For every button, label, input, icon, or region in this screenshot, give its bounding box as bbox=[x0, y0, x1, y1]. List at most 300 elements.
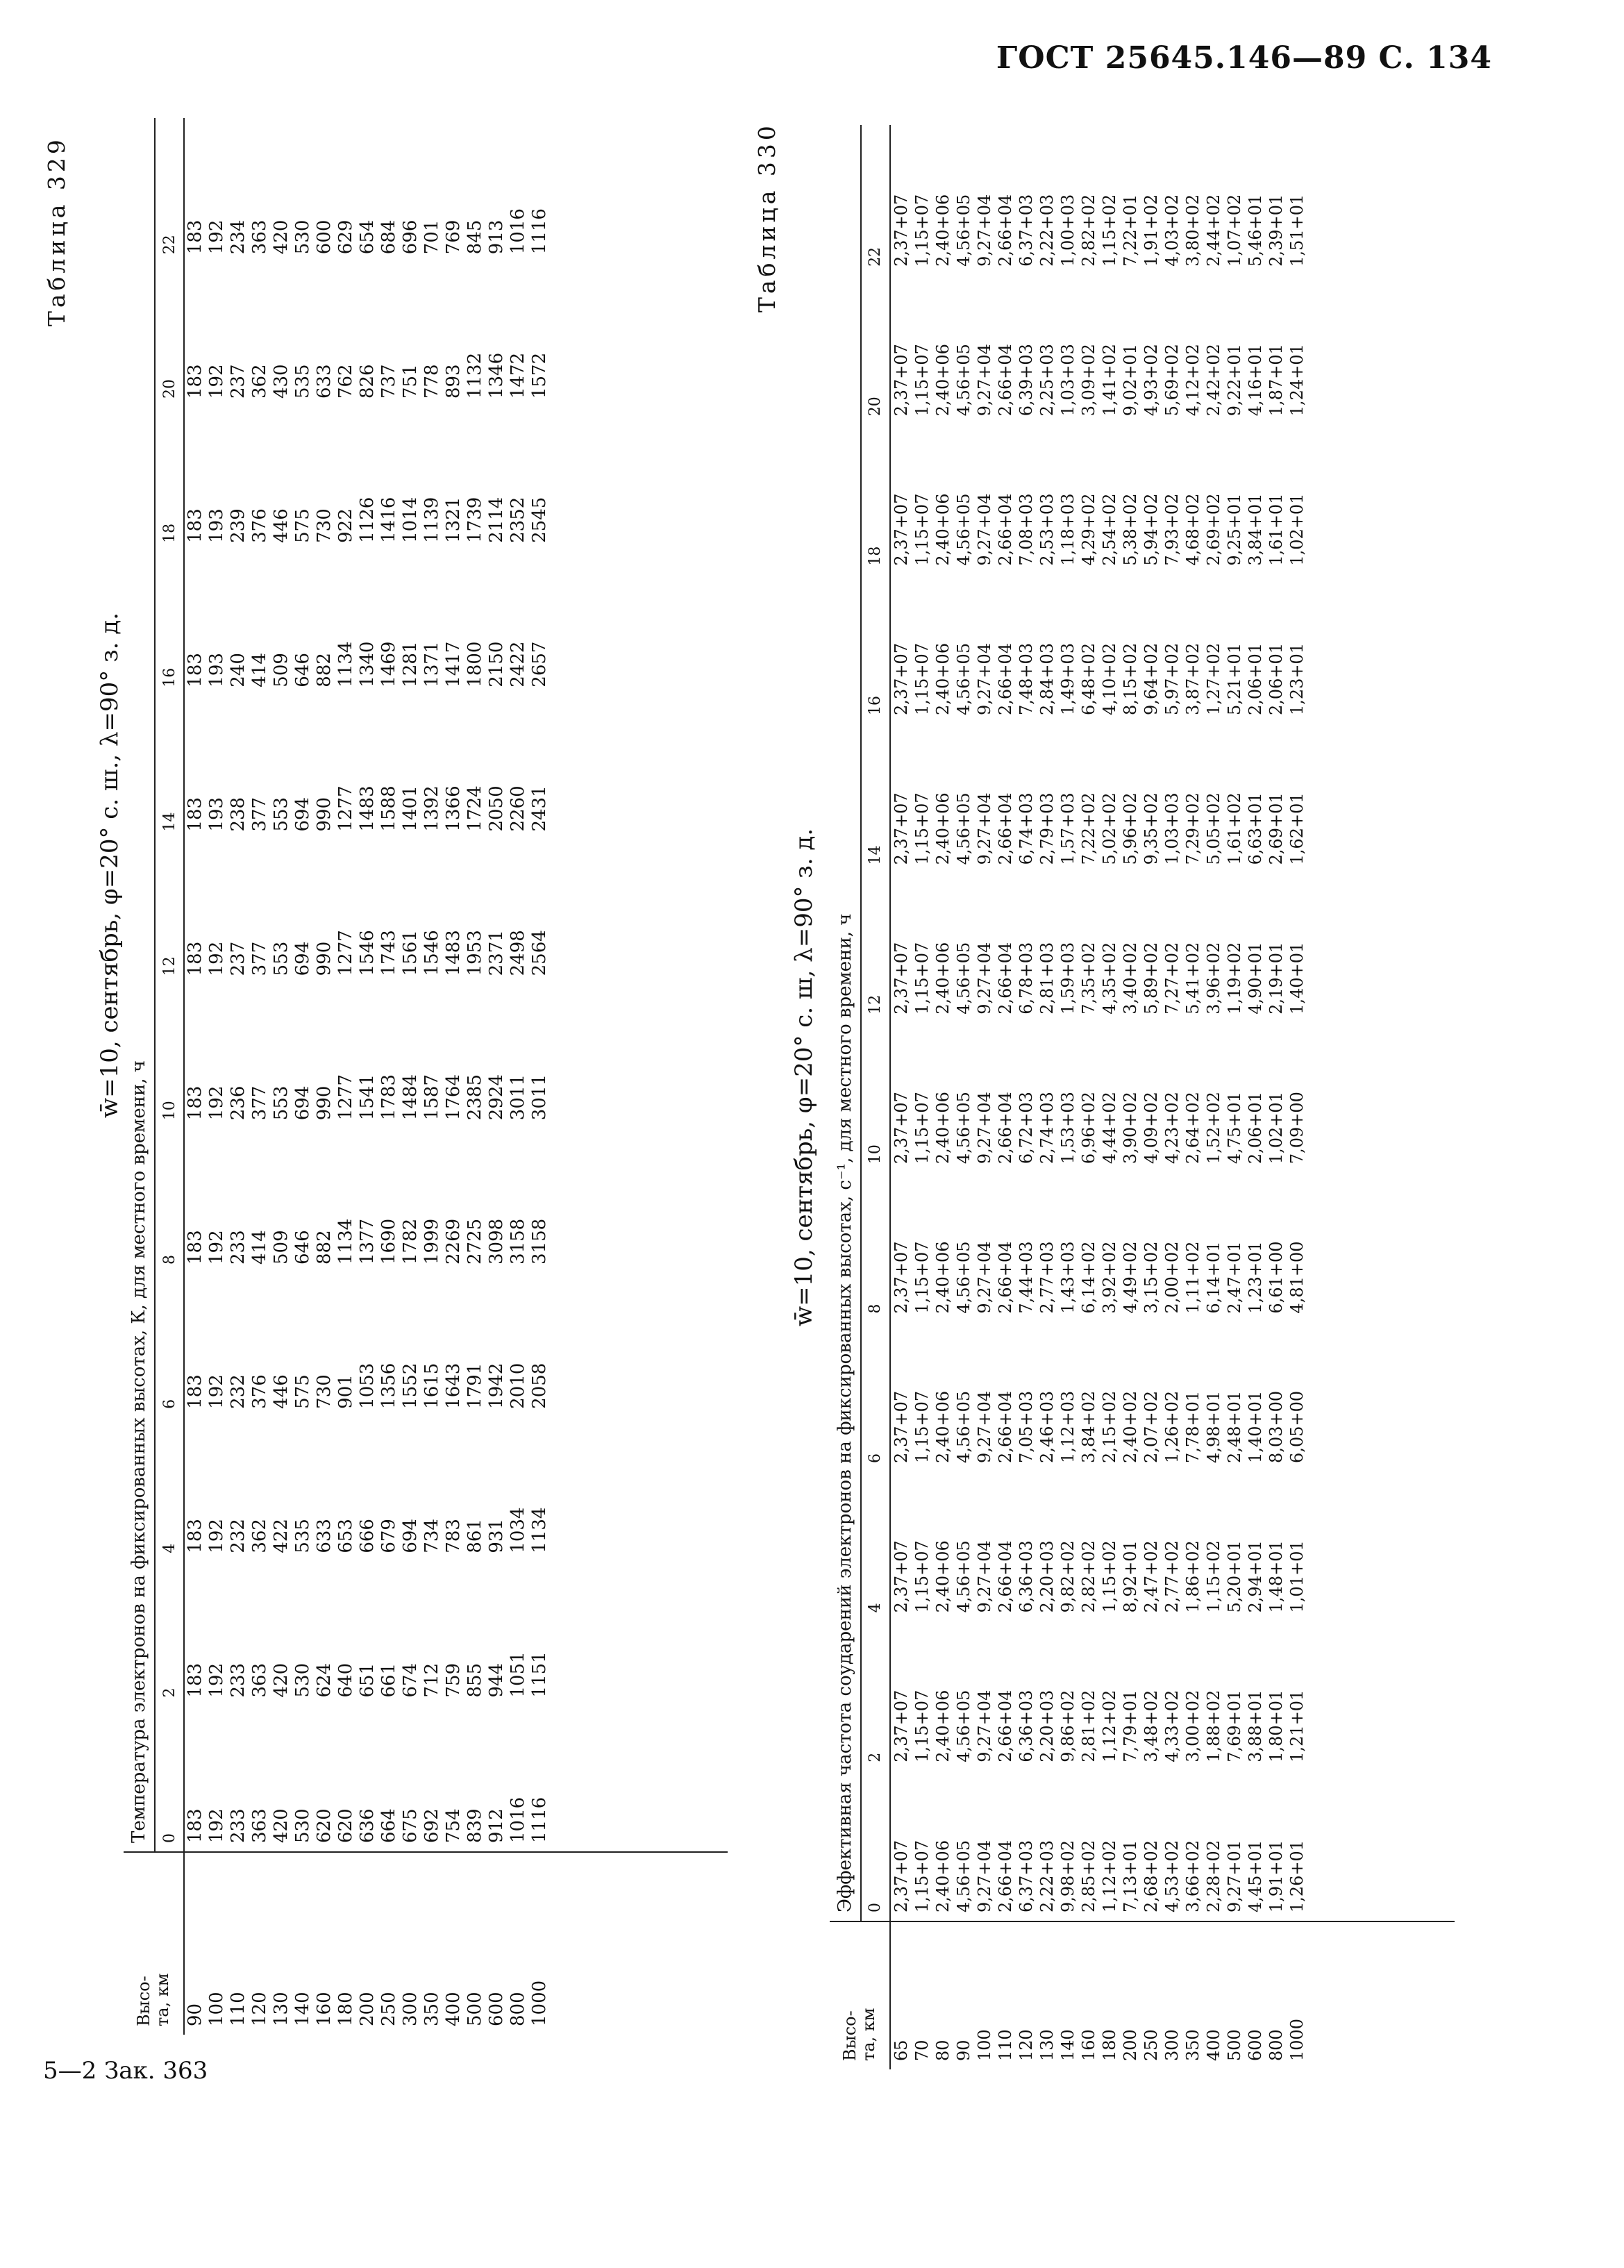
table-cell: 1053 bbox=[357, 1362, 378, 1409]
table-cell: 2,37+07 bbox=[891, 1241, 911, 1314]
table-cell: 2,66+04 bbox=[996, 1241, 1015, 1314]
table-cell: 4,16+01 bbox=[1246, 344, 1265, 417]
table-cell: 553 bbox=[271, 797, 292, 832]
table-cell: 183 bbox=[185, 653, 206, 687]
table-cell: 4,56+05 bbox=[954, 493, 973, 566]
height-value: 500 bbox=[1225, 2029, 1244, 2061]
table-cell: 1,59+03 bbox=[1058, 942, 1078, 1015]
table-cell: 3,84+02 bbox=[1079, 1390, 1098, 1463]
table-cell: 239 bbox=[228, 508, 249, 543]
table-cell: 2,06+01 bbox=[1246, 1092, 1265, 1165]
height-value: 110 bbox=[228, 1992, 249, 2026]
table-cell: 913 bbox=[486, 219, 507, 255]
table-cell: 2,46+03 bbox=[1037, 1390, 1057, 1463]
table-329-label: Таблица 329 bbox=[43, 136, 70, 326]
table-cell: 4,03+02 bbox=[1162, 194, 1182, 267]
table-cell: 2,69+02 bbox=[1204, 493, 1223, 566]
table-cell: 193 bbox=[206, 653, 227, 687]
table-cell: 2058 bbox=[529, 1362, 550, 1409]
table-cell: 6,37+03 bbox=[1016, 194, 1036, 267]
table-cell: 1401 bbox=[400, 785, 421, 832]
table-cell: 1417 bbox=[443, 641, 464, 687]
table-cell: 1,27+02 bbox=[1204, 642, 1223, 715]
table-cell: 661 bbox=[378, 1662, 399, 1698]
table-cell: 535 bbox=[292, 1519, 313, 1553]
table-cell: 9,27+04 bbox=[975, 1840, 994, 1912]
table-cell: 446 bbox=[271, 508, 292, 543]
table-cell: 4,68+02 bbox=[1183, 493, 1203, 566]
table-cell: 2,77+03 bbox=[1037, 1241, 1057, 1314]
data-column bbox=[184, 118, 728, 262]
table-cell: 193 bbox=[206, 508, 227, 543]
table-cell: 2,81+02 bbox=[1079, 1690, 1098, 1762]
table-cell: 183 bbox=[185, 1662, 206, 1698]
table-cell: 6,72+03 bbox=[1016, 1092, 1036, 1165]
table-cell: 1,03+03 bbox=[1058, 344, 1078, 417]
table-cell: 1,19+02 bbox=[1225, 942, 1244, 1015]
table-cell: 1116 bbox=[529, 208, 550, 255]
table-cell: 1,43+03 bbox=[1058, 1241, 1078, 1314]
table-cell: 1764 bbox=[443, 1074, 464, 1121]
table-cell: 9,27+04 bbox=[975, 792, 994, 865]
height-value: 65 bbox=[891, 2040, 911, 2061]
table-cell: 2545 bbox=[529, 497, 550, 543]
table-cell: 4,90+01 bbox=[1246, 942, 1265, 1015]
table-cell: 1643 bbox=[443, 1362, 464, 1409]
table-cell: 3,00+02 bbox=[1183, 1690, 1203, 1762]
table-cell: 4,56+05 bbox=[954, 194, 973, 267]
table-cell: 2,39+01 bbox=[1266, 194, 1286, 267]
column-header: 2 bbox=[861, 1621, 890, 1770]
table-cell: 1134 bbox=[335, 641, 356, 687]
table-cell: 9,98+02 bbox=[1058, 1840, 1078, 1912]
table-cell: 9,35+02 bbox=[1141, 792, 1161, 865]
table-cell: 6,37+03 bbox=[1016, 1840, 1036, 1912]
table-cell: 192 bbox=[206, 1519, 227, 1553]
height-value: 110 bbox=[996, 2029, 1015, 2061]
table-cell: 2,64+02 bbox=[1183, 1092, 1203, 1165]
table-cell: 2150 bbox=[486, 641, 507, 687]
table-cell: 1739 bbox=[464, 497, 485, 543]
table-cell: 575 bbox=[292, 1374, 313, 1409]
table-cell: 694 bbox=[292, 1085, 313, 1121]
table-cell: 1,23+01 bbox=[1287, 642, 1307, 715]
table-cell: 2498 bbox=[508, 930, 528, 976]
table-cell: 422 bbox=[271, 1519, 292, 1553]
table-cell: 420 bbox=[271, 219, 292, 255]
table-cell: 183 bbox=[185, 1808, 206, 1843]
table-cell: 7,05+03 bbox=[1016, 1390, 1036, 1463]
table-cell: 9,27+04 bbox=[975, 1540, 994, 1613]
table-cell: 3,40+02 bbox=[1121, 942, 1140, 1015]
table-cell: 1051 bbox=[508, 1651, 528, 1698]
table-cell: 2,40+02 bbox=[1121, 1390, 1140, 1463]
table-cell: 2,74+03 bbox=[1037, 1092, 1057, 1165]
table-cell: 5,05+02 bbox=[1204, 792, 1223, 865]
heights-column bbox=[184, 1852, 728, 2035]
table-cell: 3,09+02 bbox=[1079, 344, 1098, 417]
table-cell: 701 bbox=[421, 219, 442, 255]
table-cell: 922 bbox=[335, 508, 356, 543]
table-cell: 778 bbox=[421, 364, 442, 399]
height-value: 350 bbox=[421, 1992, 442, 2026]
table-cell: 1782 bbox=[400, 1218, 421, 1265]
table-cell: 6,14+01 bbox=[1204, 1241, 1223, 1314]
table-cell: 3,48+02 bbox=[1141, 1690, 1161, 1762]
table-cell: 9,82+02 bbox=[1058, 1540, 1078, 1613]
height-header: Высо- та, км bbox=[830, 1921, 890, 2069]
height-value: 400 bbox=[1204, 2029, 1223, 2061]
table-cell: 1277 bbox=[335, 930, 356, 976]
table-cell: 1034 bbox=[508, 1507, 528, 1553]
table-cell: 1,15+07 bbox=[912, 942, 932, 1015]
table-cell: 1116 bbox=[529, 1796, 550, 1843]
table-cell: 2,40+06 bbox=[933, 1241, 953, 1314]
table-cell: 694 bbox=[292, 797, 313, 832]
table-cell: 6,61+00 bbox=[1266, 1241, 1286, 1314]
table-cell: 9,27+04 bbox=[975, 493, 994, 566]
height-value: 600 bbox=[1246, 2029, 1265, 2061]
table-cell: 1321 bbox=[443, 497, 464, 543]
table-cell: 7,79+01 bbox=[1121, 1690, 1140, 1762]
table-cell: 362 bbox=[249, 1519, 270, 1553]
table-cell: 1346 bbox=[486, 352, 507, 399]
height-value: 200 bbox=[1121, 2029, 1140, 2061]
table-cell: 990 bbox=[314, 797, 335, 832]
table-cell: 7,09+00 bbox=[1287, 1092, 1307, 1165]
table-cell: 2,66+04 bbox=[996, 344, 1015, 417]
table-cell: 1472 bbox=[508, 352, 528, 399]
table-cell: 2,40+06 bbox=[933, 642, 953, 715]
column-header: 0 bbox=[861, 1771, 890, 1921]
table-cell: 1800 bbox=[464, 641, 485, 687]
table-cell: 2,07+02 bbox=[1141, 1390, 1161, 1463]
table-cell: 4,53+02 bbox=[1162, 1840, 1182, 1912]
column-header: 8 bbox=[861, 1172, 890, 1321]
table-cell: 7,93+02 bbox=[1162, 493, 1182, 566]
table-cell: 633 bbox=[314, 364, 335, 399]
table-cell: 912 bbox=[486, 1808, 507, 1843]
table-cell: 237 bbox=[228, 364, 249, 399]
table-cell: 1,24+01 bbox=[1287, 344, 1307, 417]
height-value: 180 bbox=[1100, 2029, 1119, 2061]
column-header: 20 bbox=[155, 262, 184, 407]
data-column bbox=[890, 1322, 1455, 1471]
table-cell: 2725 bbox=[464, 1218, 485, 1265]
table-cell: 4,56+05 bbox=[954, 1540, 973, 1613]
table-cell: 1953 bbox=[464, 930, 485, 976]
table-cell: 363 bbox=[249, 1662, 270, 1698]
table-cell: 2564 bbox=[529, 930, 550, 976]
column-header: 22 bbox=[155, 118, 184, 262]
table-cell: 9,27+04 bbox=[975, 194, 994, 267]
table-cell: 2431 bbox=[529, 785, 550, 832]
table-cell: 2,82+02 bbox=[1079, 1540, 1098, 1613]
table-cell: 694 bbox=[400, 1519, 421, 1553]
table-cell: 5,96+02 bbox=[1121, 792, 1140, 865]
table-cell: 183 bbox=[185, 1085, 206, 1121]
height-header: Высо- та, км bbox=[124, 1852, 184, 2035]
table-cell: 2,66+04 bbox=[996, 942, 1015, 1015]
table-cell: 1,91+01 bbox=[1266, 1840, 1286, 1912]
data-column bbox=[184, 407, 728, 551]
table-cell: 7,35+02 bbox=[1079, 942, 1098, 1015]
column-header: 18 bbox=[861, 424, 890, 574]
table-cell: 553 bbox=[271, 941, 292, 976]
column-header: 16 bbox=[861, 574, 890, 724]
table-cell: 861 bbox=[464, 1519, 485, 1553]
table-cell: 4,56+05 bbox=[954, 344, 973, 417]
table-cell: 839 bbox=[464, 1808, 485, 1843]
table-cell: 183 bbox=[185, 508, 206, 543]
table-cell: 2,37+07 bbox=[891, 792, 911, 865]
table-cell: 2,40+06 bbox=[933, 1840, 953, 1912]
table-cell: 3158 bbox=[529, 1218, 550, 1265]
table-cell: 1151 bbox=[529, 1651, 550, 1698]
table-cell: 1541 bbox=[357, 1074, 378, 1121]
table-cell: 1,15+07 bbox=[912, 1540, 932, 1613]
data-column bbox=[890, 724, 1455, 873]
table-cell: 944 bbox=[486, 1662, 507, 1698]
table-cell: 2,42+02 bbox=[1204, 344, 1223, 417]
table-cell: 8,03+00 bbox=[1266, 1390, 1286, 1463]
table-cell: 696 bbox=[400, 219, 421, 255]
table-cell: 376 bbox=[249, 1374, 270, 1409]
table-cell: 1,15+07 bbox=[912, 1840, 932, 1912]
table-cell: 430 bbox=[271, 364, 292, 399]
data-column bbox=[890, 1471, 1455, 1621]
height-value: 120 bbox=[249, 1992, 270, 2026]
table-cell: 1,15+07 bbox=[912, 1690, 932, 1762]
table-cell: 6,36+03 bbox=[1016, 1690, 1036, 1762]
table-cell: 1783 bbox=[378, 1074, 399, 1121]
table-cell: 1,40+01 bbox=[1287, 942, 1307, 1015]
table-cell: 5,20+01 bbox=[1225, 1540, 1244, 1613]
table-cell: 192 bbox=[206, 1808, 227, 1843]
table-cell: 893 bbox=[443, 364, 464, 399]
column-header: 14 bbox=[155, 696, 184, 840]
table-cell: 783 bbox=[443, 1519, 464, 1553]
table-cell: 1,15+02 bbox=[1100, 194, 1119, 267]
table-cell: 990 bbox=[314, 1085, 335, 1121]
column-header: 2 bbox=[155, 1562, 184, 1706]
table-cell: 2,40+06 bbox=[933, 1540, 953, 1613]
table-cell: 2,66+04 bbox=[996, 1840, 1015, 1912]
table-cell: 1,12+02 bbox=[1100, 1690, 1119, 1762]
height-value: 300 bbox=[400, 1992, 421, 2026]
table-cell: 2,06+01 bbox=[1246, 642, 1265, 715]
table-cell: 1377 bbox=[357, 1218, 378, 1265]
table-cell: 2,40+06 bbox=[933, 194, 953, 267]
table-cell: 5,21+01 bbox=[1225, 642, 1244, 715]
table-cell: 1016 bbox=[508, 1796, 528, 1843]
table-cell: 192 bbox=[206, 364, 227, 399]
table-cell: 7,69+01 bbox=[1225, 1690, 1244, 1762]
table-cell: 2,37+07 bbox=[891, 493, 911, 566]
table-cell: 620 bbox=[314, 1808, 335, 1843]
table-cell: 4,56+05 bbox=[954, 1840, 973, 1912]
table-cell: 674 bbox=[400, 1662, 421, 1698]
column-header: 10 bbox=[861, 1023, 890, 1172]
table-cell: 2,68+02 bbox=[1141, 1840, 1161, 1912]
data-column bbox=[184, 1706, 728, 1853]
table-cell: 9,27+04 bbox=[975, 942, 994, 1015]
heights-column bbox=[890, 1921, 1455, 2069]
table-cell: 633 bbox=[314, 1519, 335, 1553]
table-cell: 3,92+02 bbox=[1100, 1241, 1119, 1314]
table-cell: 1,86+02 bbox=[1183, 1540, 1203, 1613]
data-column bbox=[890, 1172, 1455, 1321]
data-column bbox=[890, 125, 1455, 275]
table-cell: 4,75+01 bbox=[1225, 1092, 1244, 1165]
table-cell: 183 bbox=[185, 364, 206, 399]
table-cell: 5,41+02 bbox=[1183, 942, 1203, 1015]
table-cell: 509 bbox=[271, 653, 292, 687]
table-cell: 2371 bbox=[486, 930, 507, 976]
table-cell: 530 bbox=[292, 1808, 313, 1843]
table-cell: 2,66+04 bbox=[996, 1540, 1015, 1613]
table-cell: 1139 bbox=[421, 497, 442, 543]
table-cell: 9,27+04 bbox=[975, 642, 994, 715]
table-cell: 530 bbox=[292, 219, 313, 255]
table-cell: 420 bbox=[271, 1808, 292, 1843]
table-cell: 7,08+03 bbox=[1016, 493, 1036, 566]
table-cell: 1,15+07 bbox=[912, 1092, 932, 1165]
table-cell: 2,20+03 bbox=[1037, 1690, 1057, 1762]
table-cell: 762 bbox=[335, 364, 356, 399]
table-cell: 2,40+06 bbox=[933, 1390, 953, 1463]
table-cell: 1,41+02 bbox=[1100, 344, 1119, 417]
table-cell: 692 bbox=[421, 1808, 442, 1843]
column-header: 0 bbox=[155, 1706, 184, 1853]
table-cell: 646 bbox=[292, 1230, 313, 1265]
table-cell: 675 bbox=[400, 1808, 421, 1843]
table-cell: 9,25+01 bbox=[1225, 493, 1244, 566]
table-cell: 1484 bbox=[400, 1074, 421, 1121]
table-cell: 446 bbox=[271, 1374, 292, 1409]
table-cell: 1,12+03 bbox=[1058, 1390, 1078, 1463]
table-330-caption: w̄=10, сентябрь, φ=20° с. ш, λ=90° з. д. bbox=[790, 828, 818, 1326]
table-cell: 3158 bbox=[508, 1218, 528, 1265]
height-value: 600 bbox=[486, 1992, 507, 2026]
table-cell: 2,94+01 bbox=[1246, 1540, 1265, 1613]
table-cell: 1,21+01 bbox=[1287, 1690, 1307, 1762]
table-cell: 2,06+01 bbox=[1266, 642, 1286, 715]
column-header: 6 bbox=[861, 1322, 890, 1471]
table-cell: 362 bbox=[249, 364, 270, 399]
table-cell: 192 bbox=[206, 1085, 227, 1121]
table-cell: 2,47+02 bbox=[1141, 1540, 1161, 1613]
table-cell: 4,98+01 bbox=[1204, 1390, 1223, 1463]
table-cell: 1,02+01 bbox=[1287, 493, 1307, 566]
table-cell: 2,77+02 bbox=[1162, 1540, 1182, 1613]
table-cell: 882 bbox=[314, 653, 335, 687]
height-value: 100 bbox=[206, 1992, 227, 2026]
table-cell: 192 bbox=[206, 1230, 227, 1265]
column-header: 8 bbox=[155, 1128, 184, 1273]
table-cell: 2,66+04 bbox=[996, 1690, 1015, 1762]
table-cell: 2,00+02 bbox=[1162, 1241, 1182, 1314]
table-cell: 2,40+06 bbox=[933, 1690, 953, 1762]
table-cell: 1,26+01 bbox=[1287, 1840, 1307, 1912]
table-cell: 754 bbox=[443, 1808, 464, 1843]
table-cell: 233 bbox=[228, 1808, 249, 1843]
table-cell: 3,15+02 bbox=[1141, 1241, 1161, 1314]
table-cell: 1,62+01 bbox=[1287, 792, 1307, 865]
table-cell: 9,02+01 bbox=[1121, 344, 1140, 417]
table-cell: 4,49+02 bbox=[1121, 1241, 1140, 1314]
data-column bbox=[184, 1273, 728, 1417]
table-cell: 1,15+07 bbox=[912, 344, 932, 417]
table-cell: 2,22+03 bbox=[1037, 1840, 1057, 1912]
data-column bbox=[184, 551, 728, 696]
table-cell: 646 bbox=[292, 653, 313, 687]
data-column bbox=[184, 1417, 728, 1562]
height-value: 140 bbox=[292, 1992, 313, 2026]
table-cell: 1615 bbox=[421, 1362, 442, 1409]
table-cell: 183 bbox=[185, 1374, 206, 1409]
table-cell: 9,27+04 bbox=[975, 1241, 994, 1314]
table-cell: 1126 bbox=[357, 497, 378, 543]
data-column bbox=[184, 262, 728, 407]
table-cell: 7,22+02 bbox=[1079, 792, 1098, 865]
table-cell: 2050 bbox=[486, 785, 507, 832]
height-value: 800 bbox=[1266, 2029, 1286, 2061]
table-cell: 990 bbox=[314, 941, 335, 976]
table-cell: 1340 bbox=[357, 641, 378, 687]
table-cell: 2,66+04 bbox=[996, 1390, 1015, 1463]
column-header: 20 bbox=[861, 275, 890, 424]
height-value: 90 bbox=[185, 2003, 206, 2026]
table-cell: 4,93+02 bbox=[1141, 344, 1161, 417]
table-cell: 712 bbox=[421, 1662, 442, 1698]
table-cell: 7,48+03 bbox=[1016, 642, 1036, 715]
column-header: 6 bbox=[155, 1273, 184, 1417]
height-value: 90 bbox=[954, 2040, 973, 2061]
table-cell: 1,61+01 bbox=[1266, 493, 1286, 566]
table-cell: 1,40+01 bbox=[1246, 1390, 1265, 1463]
table-cell: 2,82+02 bbox=[1079, 194, 1098, 267]
table-cell: 3098 bbox=[486, 1218, 507, 1265]
table-cell: 2,37+07 bbox=[891, 344, 911, 417]
group-header: Эффективная частота соударений электронов на фиксированных высотах, с⁻¹, для местного времени, ч bbox=[830, 125, 861, 1921]
table-cell: 183 bbox=[185, 219, 206, 255]
table-cell: 1,61+02 bbox=[1225, 792, 1244, 865]
table-cell: 1588 bbox=[378, 785, 399, 832]
table-cell: 666 bbox=[357, 1519, 378, 1553]
table-cell: 9,27+04 bbox=[975, 1092, 994, 1165]
table-cell: 6,14+02 bbox=[1079, 1241, 1098, 1314]
table-cell: 1999 bbox=[421, 1218, 442, 1265]
table-cell: 1,23+01 bbox=[1246, 1241, 1265, 1314]
table-cell: 2,20+03 bbox=[1037, 1540, 1057, 1613]
table-cell: 1,18+03 bbox=[1058, 493, 1078, 566]
table-cell: 1,57+03 bbox=[1058, 792, 1078, 865]
table-cell: 5,69+02 bbox=[1162, 344, 1182, 417]
table-cell: 4,10+02 bbox=[1100, 642, 1119, 715]
table-cell: 1371 bbox=[421, 641, 442, 687]
column-header: 4 bbox=[155, 1417, 184, 1562]
table-cell: 7,44+03 bbox=[1016, 1241, 1036, 1314]
table-cell: 1,01+01 bbox=[1287, 1540, 1307, 1613]
table-cell: 1483 bbox=[443, 930, 464, 976]
table-cell: 1,07+02 bbox=[1225, 194, 1244, 267]
table-cell: 4,56+05 bbox=[954, 942, 973, 1015]
table-cell: 3,90+02 bbox=[1121, 1092, 1140, 1165]
table-cell: 730 bbox=[314, 508, 335, 543]
table-cell: 931 bbox=[486, 1519, 507, 1553]
table-cell: 575 bbox=[292, 508, 313, 543]
